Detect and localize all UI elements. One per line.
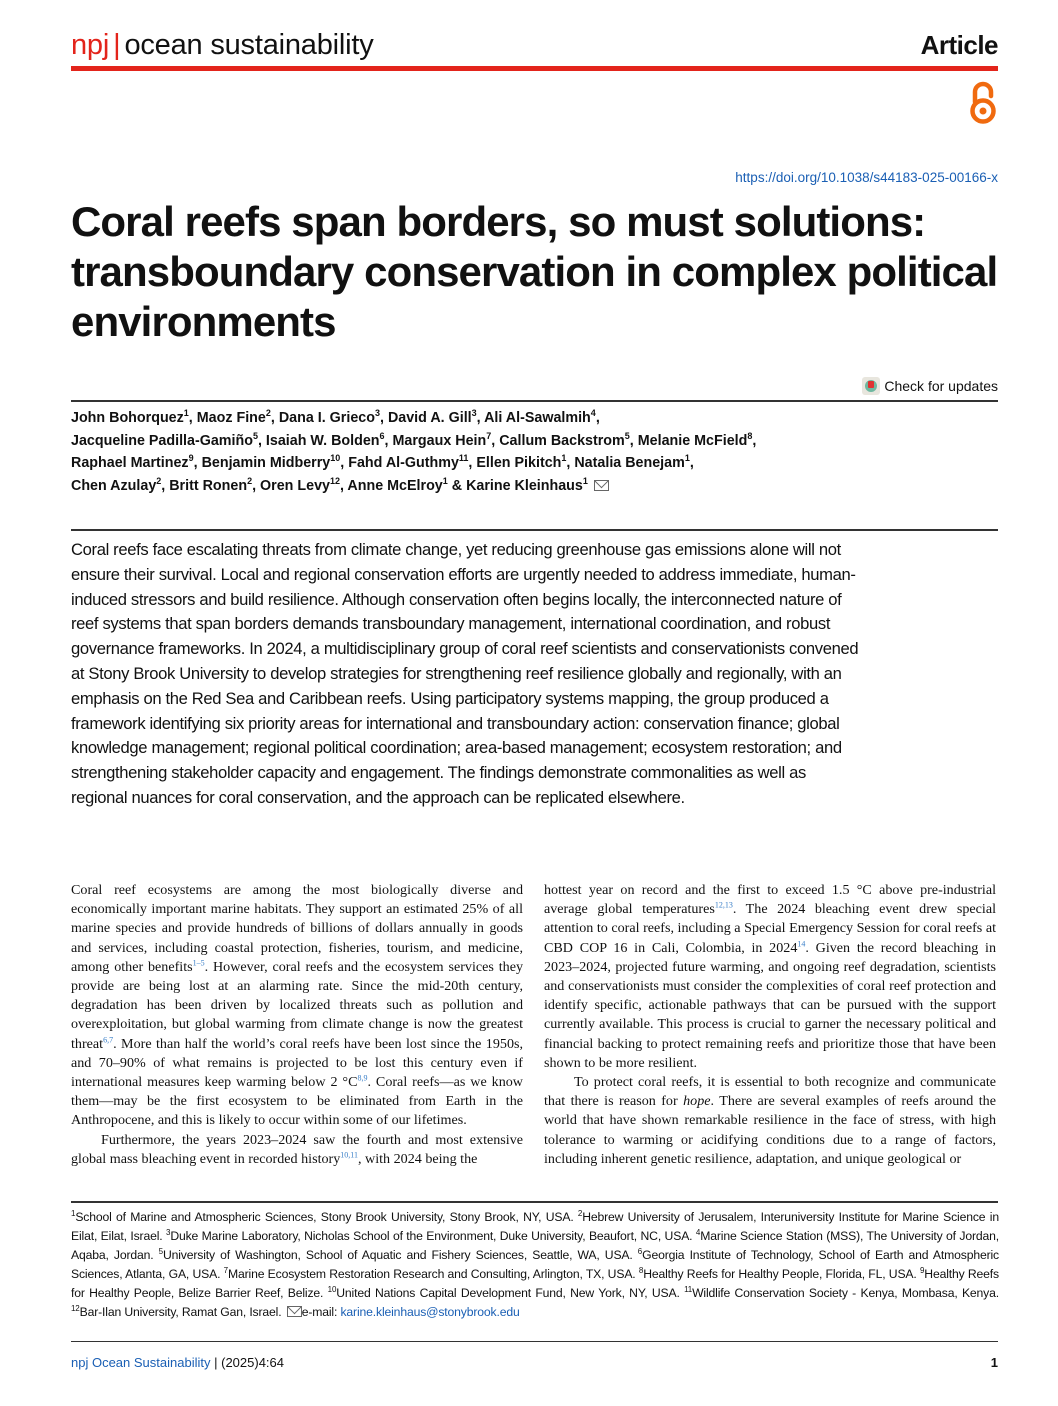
affiliation-number: 8 — [638, 1265, 644, 1275]
text: hottest year on record and the first to exceed 1.5 °C above pre-industrial average global temperatures — [544, 882, 996, 918]
affiliation-marker: 1 — [561, 453, 567, 464]
text: , with 2024 being the — [357, 1150, 478, 1167]
body-column-right — [544, 881, 996, 1169]
author-name[interactable]: Natalia Benejam — [574, 455, 685, 471]
affiliation-number: 4 — [695, 1227, 701, 1237]
affiliation-text: Marine Science Station (MSS), The University of Jordan, Aqaba, Jordan. — [71, 1229, 999, 1262]
author-name[interactable]: David A. Gill — [387, 410, 472, 426]
affiliation-marker: 8 — [747, 430, 753, 441]
page-number: 1 — [990, 1355, 998, 1370]
affiliation-marker: 6 — [379, 430, 385, 441]
affiliation-number: 5 — [158, 1246, 163, 1256]
affiliation-marker: 1 — [442, 475, 448, 486]
affiliation-text: Healthy Reefs for Healthy People, Belize Barrier Reef, Belize. — [71, 1267, 999, 1300]
text: Coral reef ecosystems are among the most biologically diverse and economically important marine habitats. They support an estimated 25% of all marine species and provide hundreds of billions of dollars annually in goods and services, including coastal protection, fisheries, tourism, and medicine, among other benefits — [71, 882, 523, 975]
text: . There are several examples of reefs around the world that have shown remarkable resilience in the face of stress, with high tolerance to warming or acidifying conditions due to a range of factors, including inherent genetic resilience, adaptation, and unique geological or — [544, 1093, 996, 1167]
affiliation-marker: 3 — [374, 408, 380, 419]
affiliation-number: 12 — [71, 1303, 80, 1313]
author-name[interactable]: Callum Backstrom — [499, 432, 625, 449]
affiliation-marker: 2 — [247, 475, 253, 486]
affiliation-text: Georgia Institute of Technology, School of Earth and Atmospheric Sciences, Atlanta, GA, USA. — [71, 1248, 999, 1281]
mail-icon — [287, 1306, 302, 1317]
text: Furthermore, the years 2023–2024 saw the fourth and most extensive global mass bleaching event in recorded history — [71, 1131, 523, 1167]
email-link[interactable]: karine.kleinhaus@stonybrook.edu — [340, 1305, 520, 1319]
author-name[interactable]: Karine Kleinhaus — [466, 477, 583, 494]
author-name[interactable]: Fahd Al-Guthmy — [348, 455, 459, 471]
body-paragraph — [544, 1073, 996, 1169]
author-name[interactable]: Ellen Pikitch — [476, 455, 562, 471]
author-name[interactable]: Maoz Fine — [196, 410, 266, 426]
footer-separator: | — [214, 1355, 218, 1370]
journal-masthead — [71, 28, 374, 62]
check-for-updates-button[interactable] — [862, 377, 998, 395]
open-access-lock-icon[interactable] — [968, 80, 998, 124]
author-list: John Bohorquez$^1$, Maoz Fine$^2$, Dana I. Grieco$^3$, David A. Gill$^3$, Ali Al-Sawalmih$^4$, Jacqueline Padilla-Gamiño$^5$, Isaiah W. Bolden$^6$, Margaux Hein$^7$, Callum Backstrom$^5$, Melanie McField$^8$, Raphael Martinez$^9$, Benjamin Midberry$^{10}$, Fahd Al-Guthmy$^{11}$, Ellen Pikitch$^1$, Natalia Benejam$^1$, Chen Azulay$^2$, Britt Ronen$^2$, Oren Levy$^{12}$, Anne McElroy$^1$ & Karine Kleinhaus$^1$ — [71, 408, 757, 494]
footer-citation — [71, 1355, 284, 1370]
affiliation-marker: 9 — [188, 453, 194, 464]
author-name[interactable]: Benjamin Midberry — [201, 455, 331, 471]
doi-link[interactable]: https://doi.org/10.1038/s44183-025-00166-x — [735, 170, 998, 185]
article-type-label: Article — [920, 30, 998, 60]
affiliation-marker: 5 — [252, 430, 258, 441]
article-title: Coral reefs span borders, so must solutions: transboundary conservation in complex political environments — [71, 198, 998, 345]
body-paragraph — [71, 881, 523, 1131]
text: To protect coral reefs, it is essential to both recognize and communicate that there is reason for — [544, 1074, 996, 1110]
affiliation-marker: 5 — [624, 430, 630, 441]
body-paragraph — [71, 1131, 523, 1169]
affiliation-text: Marine Ecosystem Restoration Research and Consulting, Arlington, TX, USA. — [227, 1267, 639, 1281]
divider — [71, 400, 998, 402]
affiliation-marker: 4 — [590, 408, 596, 419]
affiliation-marker: 7 — [486, 430, 492, 441]
affiliation-number: 2 — [577, 1208, 583, 1218]
affiliation-marker: 2 — [156, 475, 162, 486]
crossmark-icon — [862, 377, 880, 395]
affiliation-text: Healthy Reefs for Healthy People, Florida, FL, USA. — [643, 1267, 920, 1281]
affiliation-number: 10 — [327, 1284, 337, 1294]
citation-link[interactable]: 6,7 — [103, 1034, 114, 1044]
affiliation-marker: 2 — [265, 408, 271, 419]
citation-link[interactable]: 1–5 — [192, 958, 205, 968]
affiliation-number: 1 — [71, 1208, 76, 1218]
emphasis: hope — [683, 1093, 711, 1110]
affiliation-marker: 3 — [471, 408, 477, 419]
author-name[interactable]: Jacqueline Padilla-Gamiño — [71, 432, 253, 449]
affiliation-text: Duke Marine Laboratory, Nicholas School of the Environment, Duke University, Beaufort, NC, USA. — [170, 1229, 696, 1243]
affiliation-marker: 1 — [183, 408, 189, 419]
affiliation-number: 9 — [919, 1265, 925, 1275]
header-rule — [71, 66, 998, 71]
text: . The 2024 bleaching event drew special attention to coral reefs, including a Special Emergency Session for coral reefs at CBD COP 16 in Cali, Colombia, in 2024 — [544, 901, 996, 956]
affiliation-text: Bar-Ilan University, Ramat Gan, Israel. — [79, 1305, 285, 1319]
journal-prefix: npj — [71, 29, 110, 61]
affiliation-marker: 1 — [684, 453, 690, 464]
text: . However, coral reefs and the ecosystem services they provide are being lost at an alarming rate. Since the mid-20th century, degradation has been driven by localized threats such as pollution and overexploitation, but global warming from climate change is now the greatest threat — [71, 958, 523, 1052]
author-name[interactable]: Britt Ronen — [169, 477, 248, 494]
divider — [71, 1201, 998, 1203]
affiliation-marker: 10 — [330, 453, 341, 464]
body-paragraph-continued — [544, 881, 996, 1073]
check-for-updates-label: Check for updates — [884, 378, 998, 394]
citation-link[interactable]: 14 — [797, 938, 806, 948]
affiliation-marker: 11 — [458, 453, 469, 464]
journal-name: ocean sustainability — [124, 29, 374, 61]
author-name[interactable]: Anne McElroy — [347, 477, 443, 494]
mail-icon[interactable] — [594, 480, 609, 491]
abstract: Coral reefs face escalating threats from climate change, yet reducing greenhouse gas emissions alone will not ensure their survival. Local and regional conservation efforts are urgently needed to address immediate, human-induced stressors and build resilience. Although conservation often begins locally, the interconnected nature of reef systems that span borders demands transboundary management, international coordination, and robust governance frameworks. In 2024, a multidisciplinary group of coral reef scientists and conservationists convened at Stony Brook University to develop strategies for strengthening reef resilience globally and regionally, with an emphasis on the Red Sea and Caribbean reefs. Using participatory systems mapping, the group produced a framework identifying six priority areas for international and transboundary action: conservation finance; global knowledge management; regional political coordination; area-based management; ecosystem restoration; and strengthening stakeholder capacity and engagement. The findings demonstrate commonalities as well as regional nuances for coral conservation, and the approach can be replicated elsewhere. — [71, 540, 859, 807]
text: . Coral reefs—as we know them—may be the first ecosystem to be eliminated from Earth in the Anthropocene, and this is likely to occur within some of our lifetimes. — [71, 1074, 523, 1129]
author-name[interactable]: Oren Levy — [260, 477, 330, 494]
affiliation-number: 11 — [684, 1284, 693, 1294]
divider — [71, 529, 998, 531]
journal-separator: | — [113, 29, 121, 61]
body-column-left — [71, 881, 523, 1169]
email-label: e-mail: — [301, 1305, 341, 1319]
affiliation-marker: 12 — [329, 475, 340, 486]
affiliation-number: 3 — [166, 1227, 171, 1237]
author-name[interactable]: Raphael Martinez — [71, 455, 189, 471]
author-name[interactable]: Margaux Hein — [392, 432, 487, 449]
affiliation-text: Hebrew University of Jerusalem, Interuniversity Institute for Marine Science in Eilat, Eilat, Israel. — [71, 1210, 999, 1243]
citation-link[interactable]: 12,13 — [714, 900, 733, 910]
divider — [71, 1341, 998, 1342]
author-name[interactable]: Melanie McField — [637, 432, 748, 449]
citation-link[interactable]: 8,9 — [357, 1073, 368, 1083]
affiliation-number: 6 — [637, 1246, 643, 1256]
affiliations — [71, 1208, 999, 1322]
author-name[interactable]: Ali Al-Sawalmih — [484, 410, 591, 426]
affiliation-text: School of Marine and Atmospheric Sciences, Stony Brook University, Stony Brook, NY, USA. — [75, 1210, 578, 1224]
author-name[interactable]: Chen Azulay — [71, 477, 157, 494]
text: . Given the record bleaching in 2023–2024, projected future warming, and ongoing reef degradation, scientists and conservationists must consider the complexities of coral reef protection and identify specific, actionable pathways that can be pursued with the support currently available. This process is crucial to garner the necessary political and financial backing to protect remaining reefs and prioritize those that have been shown to be more resilient. — [544, 939, 996, 1071]
text: . More than half the world’s coral reefs have been lost since the 1950s, and 70–90% of what remains is projected to be lost this century even if international measures keep warming below 2 °C — [71, 1035, 523, 1091]
affiliation-text: United Nations Capital Development Fund, New York, NY, USA. — [336, 1286, 685, 1300]
author-name[interactable]: Isaiah W. Bolden — [265, 432, 380, 449]
footer-volume: (2025)4:64 — [221, 1355, 285, 1370]
affiliation-marker: 1 — [582, 475, 588, 486]
citation-link[interactable]: 10,11 — [340, 1150, 358, 1160]
author-name[interactable]: Dana I. Grieco — [278, 410, 375, 426]
affiliation-number: 7 — [223, 1265, 228, 1275]
footer-journal-link[interactable]: npj Ocean Sustainability — [71, 1355, 211, 1370]
affiliation-text: University of Washington, School of Aquatic and Fishery Sciences, Seattle, WA, USA. — [162, 1248, 638, 1262]
author-name[interactable]: John Bohorquez — [71, 410, 184, 426]
affiliation-text: Wildlife Conservation Society - Kenya, Mombasa, Kenya. — [692, 1286, 999, 1300]
